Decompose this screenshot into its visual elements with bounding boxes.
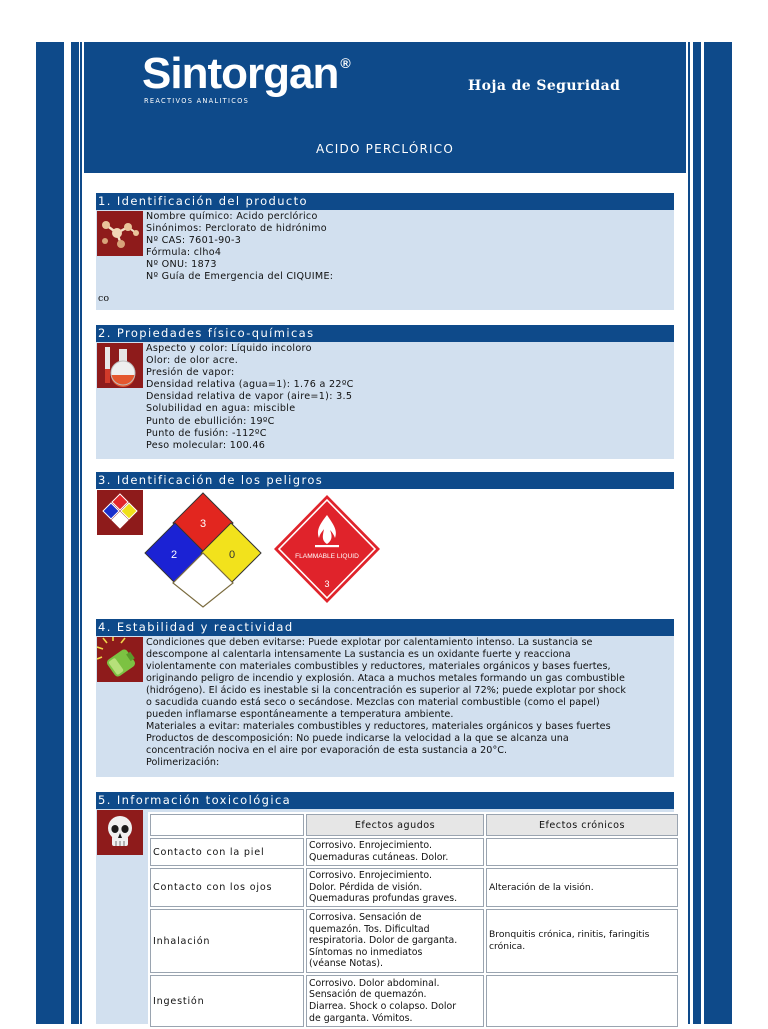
brand-subtitle: REACTIVOS ANALITICOS — [144, 97, 250, 105]
section-3-body — [96, 489, 674, 611]
right-border-line — [688, 42, 690, 1024]
hazard-diamond-icon — [97, 490, 143, 535]
decomposition-products: Productos de descomposición: No puede indicarse la velocidad a la que se alcanza una — [146, 733, 569, 744]
chronic-effects — [486, 838, 678, 866]
stray-text: co — [98, 293, 110, 304]
text-line: pueden inflamarse espontáneamente a temperatura ambiente. — [146, 709, 454, 720]
brand-logo: Sintorgan ® — [142, 49, 350, 98]
chronic-effects: Bronquitis crónica, rinitis, faringitis crónica. — [486, 909, 678, 973]
molecule-icon — [97, 211, 143, 256]
text-line: descompone al calentarla intensamente La sustancia es un oxidante fuerte y reacciona — [146, 649, 571, 660]
product-identification-text — [146, 211, 670, 284]
section-2-heading: 2. Propiedades físico-químicas — [96, 325, 674, 342]
reactivity-icon — [97, 637, 143, 682]
appearance: Aspecto y color: Líquido incoloro — [146, 343, 312, 354]
text-line: concentración nociva en el aire por evaporación de esta sustancia a 20°C. — [146, 745, 508, 756]
formula: Fórmula: clho4 — [146, 247, 222, 259]
cas-number: Nº CAS: 7601-90-3 — [146, 235, 242, 247]
table-row — [150, 838, 678, 866]
section-2-body — [96, 342, 674, 459]
skull-icon — [97, 810, 143, 855]
section-3-heading: 3. Identificación de los peligros — [96, 472, 674, 489]
table-header-blank — [150, 814, 304, 836]
product-title: ACIDO PERCLÓRICO — [316, 142, 454, 156]
physical-properties-text — [146, 343, 670, 452]
table-header-acute: Efectos agudos — [306, 814, 484, 836]
vapor-pressure: Presión de vapor: — [146, 367, 235, 379]
molecular-weight: Peso molecular: 100.46 — [146, 439, 266, 451]
polymerization: Polimerización: — [146, 757, 220, 768]
nfpa-flammability: 3 — [199, 518, 207, 530]
right-border-bar-inner — [693, 42, 701, 1024]
text-line: violentamente con materiales combustibles y reductores, materiales orgánicos y bases fuertes, — [146, 661, 611, 672]
nfpa-health: 2 — [170, 549, 178, 561]
left-border-line — [80, 42, 82, 1024]
row-label: Contacto con la piel — [150, 838, 304, 866]
emergency-guide: Nº Guía de Emergencia del CIQUIME: — [146, 271, 334, 283]
table-row — [150, 909, 678, 973]
acute-effects: Corrosivo. Enrojecimiento. Dolor. Pérdida de visión. Quemaduras profundas graves. — [306, 868, 484, 907]
nfpa-reactivity: 0 — [228, 549, 236, 561]
water-solubility: Solubilidad en agua: miscible — [146, 403, 296, 415]
flask-icon — [97, 343, 143, 388]
melting-point: Punto de fusión: -112ºC — [146, 427, 267, 439]
table-header-row — [150, 814, 678, 836]
conditions-to-avoid: Condiciones que deben evitarse: Puede explotar por calentamiento intenso. La sustancia se — [146, 637, 593, 648]
synonyms: Sinónimos: Perclorato de hidrónimo — [146, 223, 327, 235]
acute-effects: Corrosivo. Enrojecimiento. Quemaduras cutáneas. Dolor. — [306, 838, 484, 866]
document-type: Hoja de Seguridad — [468, 78, 621, 94]
table-header-chronic: Efectos crónicos — [486, 814, 678, 836]
placard-class: 3 — [324, 579, 330, 589]
section-4-heading: 4. Estabilidad y reactividad — [96, 619, 674, 636]
chronic-effects: Alteración de la visión. — [486, 868, 678, 907]
left-border-stripe — [66, 42, 69, 1024]
odor: Olor: de olor acre. — [146, 355, 239, 367]
right-border-bar — [704, 42, 732, 1024]
text-line: o sacudida cuando está seco o secándose. Mezclas con material combustible (como el papel) — [146, 697, 600, 708]
section-1-body — [96, 210, 674, 310]
chemical-name: Nombre químico: Acido perclórico — [146, 211, 318, 222]
left-border-bar — [36, 42, 64, 1024]
boiling-point: Punto de ebullición: 19ºC — [146, 415, 275, 427]
header-banner — [84, 42, 686, 173]
section-5-heading: 5. Información toxicológica — [96, 792, 674, 809]
table-row — [150, 975, 678, 1027]
stability-reactivity-text — [146, 637, 670, 769]
chronic-effects — [486, 975, 678, 1027]
section-1-heading: 1. Identificación del producto — [96, 193, 674, 210]
acute-effects: Corrosiva. Sensación de quemazón. Tos. Dificultad respiratoria. Dolor de garganta. Síntomas no inmediatos (véanse Notas). — [306, 909, 484, 973]
nfpa-diamond — [144, 491, 264, 611]
materials-to-avoid: Materiales a evitar: materiales combustibles y reductores, materiales orgánicos y bases fuertes — [146, 721, 611, 732]
left-border-bar-inner — [71, 42, 79, 1024]
vapor-density: Densidad relativa de vapor (aire=1): 3.5 — [146, 391, 353, 403]
placard-label: FLAMMABLE LIQUID — [295, 553, 359, 560]
relative-density: Densidad relativa (agua=1): 1.76 a 22ºC — [146, 379, 354, 391]
un-number: Nº ONU: 1873 — [146, 259, 217, 271]
flammable-liquid-placard — [272, 493, 382, 605]
acute-effects: Corrosivo. Dolor abdominal. Sensación de quemazón. Diarrea. Shock o colapso. Dolor de garganta. Vómitos. — [306, 975, 484, 1027]
row-label: Ingestión — [150, 975, 304, 1027]
text-line: (hidrógeno). El ácido es inestable si la concentración es superior al 72%; puede explotar por shock — [146, 685, 626, 696]
text-line: originando peligro de incendio y explosión. Ataca a muchos metales formando un gas combustible — [146, 673, 625, 684]
row-label: Contacto con los ojos — [150, 868, 304, 907]
section-4-body — [96, 636, 674, 777]
toxicology-table — [148, 812, 680, 1029]
row-label: Inhalación — [150, 909, 304, 973]
table-row — [150, 868, 678, 907]
